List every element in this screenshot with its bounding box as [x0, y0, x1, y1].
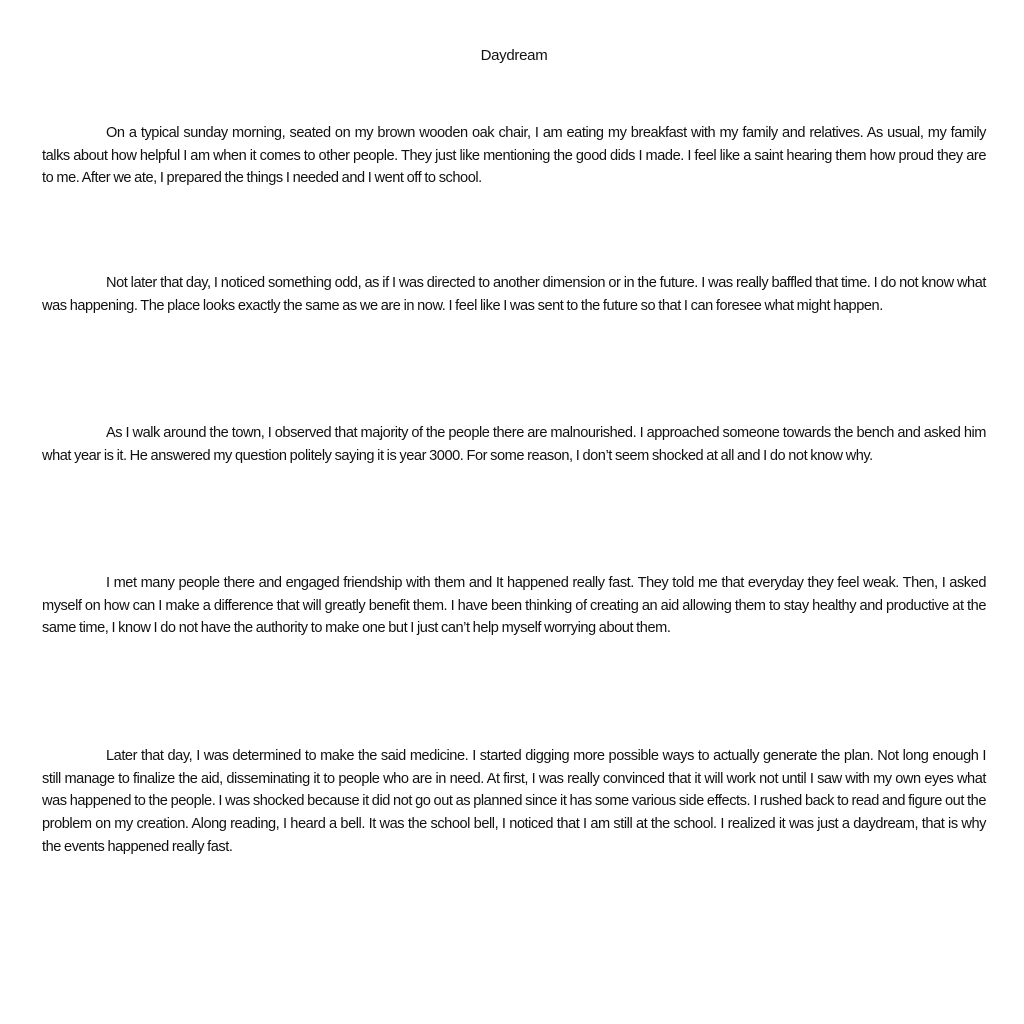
- paragraph-4: I met many people there and engaged friendship with them and It happened really fast. They told me that everyday they feel weak. Then, I asked myself on how can I make a difference that will greatly benefit them. I have been thinking of creating an aid allowing them to stay healthy and productive at the same time, I know I do not have the authority to make one but I just can’t help myself worrying about them.: [42, 575, 986, 637]
- document-title: Daydream: [480, 47, 548, 64]
- paragraph-2: Not later that day, I noticed something odd, as if I was directed to another dimension or in the future. I was really baffled that time. I do not know what was happening. The place looks exactly the same as we are in now. I feel like I was sent to the future so that I can foresee what might happen.: [42, 275, 986, 314]
- paragraph-5: Later that day, I was determined to make the said medicine. I started digging more possible ways to actually generate the plan. Not long enough I still manage to finalize the aid, disseminating it to people who are in need. At first, I was really convinced that it will work not until I saw with my own eyes what was happened to the people. I was shocked because it did not go out as planned since it has some various side effects. I rushed back to read and figure out the problem on my creation. Along reading, I heard a bell. It was the school bell, I noticed that I am still at the school. I realized it was just a daydream, that is why the events happened really fast.: [42, 748, 986, 855]
- paragraph-1: On a typical sunday morning, seated on my brown wooden oak chair, I am eating my breakfast with my family and relatives. As usual, my family talks about how helpful I am when it comes to other people. They just like mentioning the good dids I made. I feel like a saint hearing them how proud they are to me. After we ate, I prepared the things I needed and I went off to school.: [42, 125, 986, 187]
- paragraph-3: As I walk around the town, I observed that majority of the people there are malnourished. I approached someone towards the bench and asked him what year is it. He answered my question politely saying it is year 3000. For some reason, I don’t seem shocked at all and I do not know why.: [42, 425, 986, 464]
